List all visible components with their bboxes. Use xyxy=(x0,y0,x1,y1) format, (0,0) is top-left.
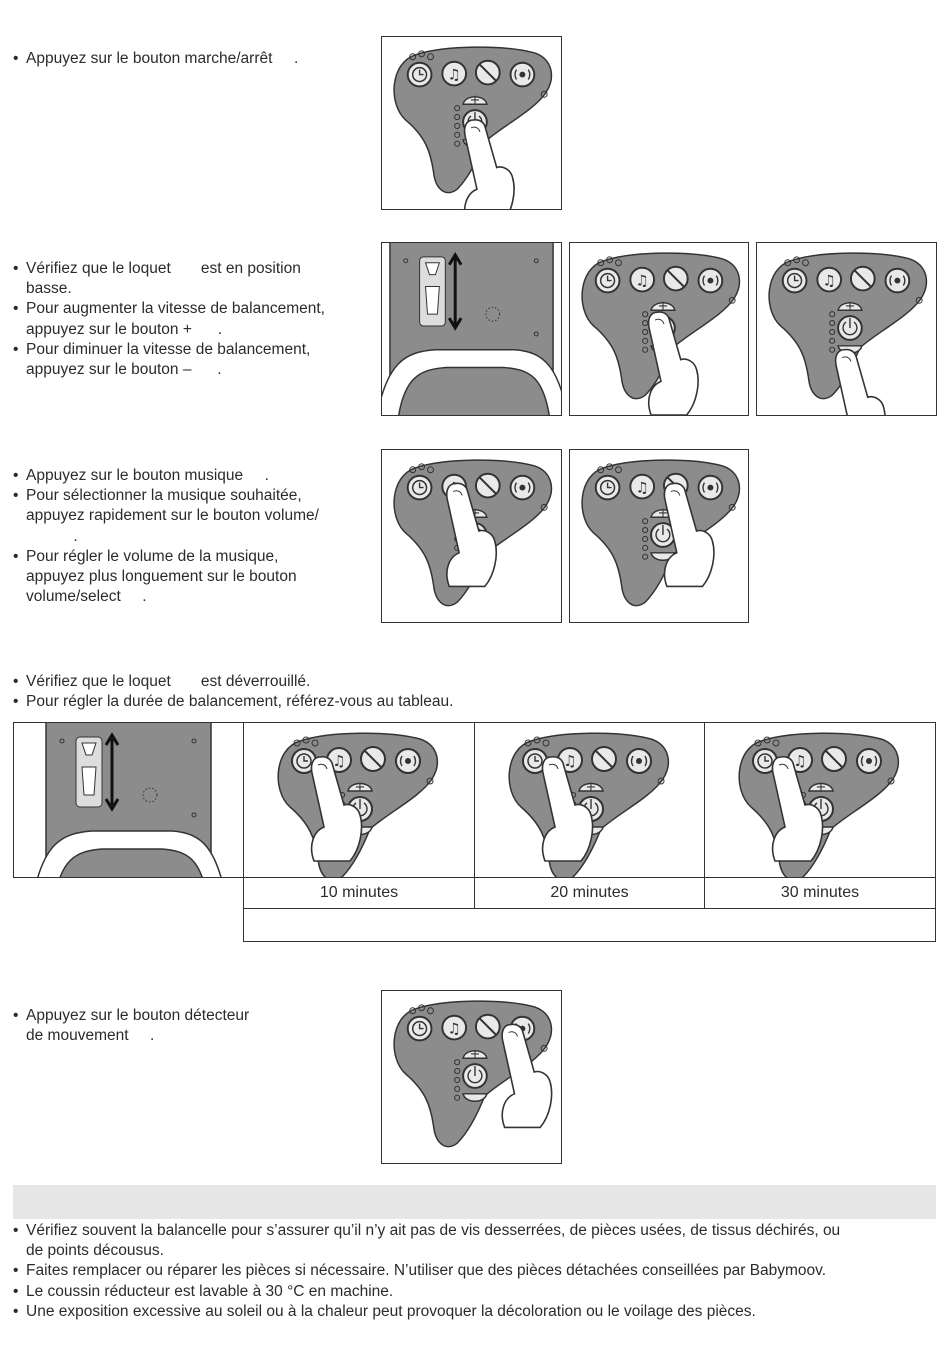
music-line-6: appuyez plus longuement sur le bouton xyxy=(26,568,297,586)
motion-line-2: de mouvement . xyxy=(26,1027,155,1045)
power-line-1: • Appuyez sur le bouton marche/arrêt . xyxy=(13,50,299,67)
maintenance-line-3: • Faites remplacer ou réparer les pièces si nécessaire. N’utiliser que des pièces détachées conseillées par Babymoov. xyxy=(13,1262,827,1280)
music-instructions xyxy=(13,466,319,607)
speed-instructions xyxy=(13,259,325,380)
timer-20-image-cell xyxy=(474,722,705,878)
timer-20-label: 20 minutes xyxy=(474,877,705,909)
figure-power-button xyxy=(381,36,562,210)
maintenance-instructions xyxy=(13,1221,840,1322)
maintenance-header-bar xyxy=(13,1185,936,1219)
timer-30-image-cell xyxy=(704,722,936,878)
speed-line-1: • Vérifiez que le loquet est en position xyxy=(13,260,301,277)
timer-10-image-cell xyxy=(243,722,475,878)
speed-line-4: appuyez sur le bouton + . xyxy=(26,320,223,338)
maintenance-line-5: • Une exposition excessive au soleil ou à la chaleur peut provoquer la décoloration ou le voilage des pièces. xyxy=(13,1302,756,1320)
speed-line-6: appuyez sur le bouton – . xyxy=(26,361,222,379)
music-line-5: • Pour régler le volume de la musique, xyxy=(13,547,279,565)
figure-speed-minus xyxy=(756,242,937,416)
speed-line-2: basse. xyxy=(26,280,72,298)
music-line-2: • Pour sélectionner la musique souhaitée, xyxy=(13,487,302,505)
figure-motion-detector xyxy=(381,990,562,1164)
power-instructions xyxy=(13,49,298,69)
music-line-7: volume/select . xyxy=(26,588,147,606)
timer-10-label: 10 minutes xyxy=(243,877,475,909)
music-line-3: appuyez rapidement sur le bouton volume/ xyxy=(26,507,319,525)
maintenance-line-4: • Le coussin réducteur est lavable à 30 °C en machine. xyxy=(13,1282,394,1300)
figure-latch-low xyxy=(381,242,562,416)
timer-latch-cell xyxy=(13,722,244,878)
timer-instructions xyxy=(13,672,453,712)
timer-line-2: • Pour régler la durée de balancement, référez-vous au tableau. xyxy=(13,693,454,711)
music-line-1: • Appuyez sur le bouton musique . xyxy=(13,467,269,484)
motion-instructions xyxy=(13,1006,249,1046)
maintenance-line-2: de points décousus. xyxy=(26,1242,164,1260)
speed-line-5: • Pour diminuer la vitesse de balancement, xyxy=(13,340,311,358)
figure-music-button xyxy=(381,449,562,623)
timer-line-1: • Vérifiez que le loquet est déverrouillé. xyxy=(13,673,311,690)
figure-volume-select xyxy=(569,449,749,623)
figure-speed-plus xyxy=(569,242,749,416)
music-line-4: . xyxy=(26,527,78,545)
speed-line-3: • Pour augmenter la vitesse de balancement, xyxy=(13,300,325,318)
timer-30-label: 30 minutes xyxy=(704,877,936,909)
motion-line-1: • Appuyez sur le bouton détecteur xyxy=(13,1007,250,1024)
maintenance-line-1: • Vérifiez souvent la balancelle pour s’assurer qu’il n’y ait pas de vis desserrées, de pièces usées, de tissus déchirés, ou xyxy=(13,1222,841,1239)
timer-empty-row xyxy=(243,908,936,942)
